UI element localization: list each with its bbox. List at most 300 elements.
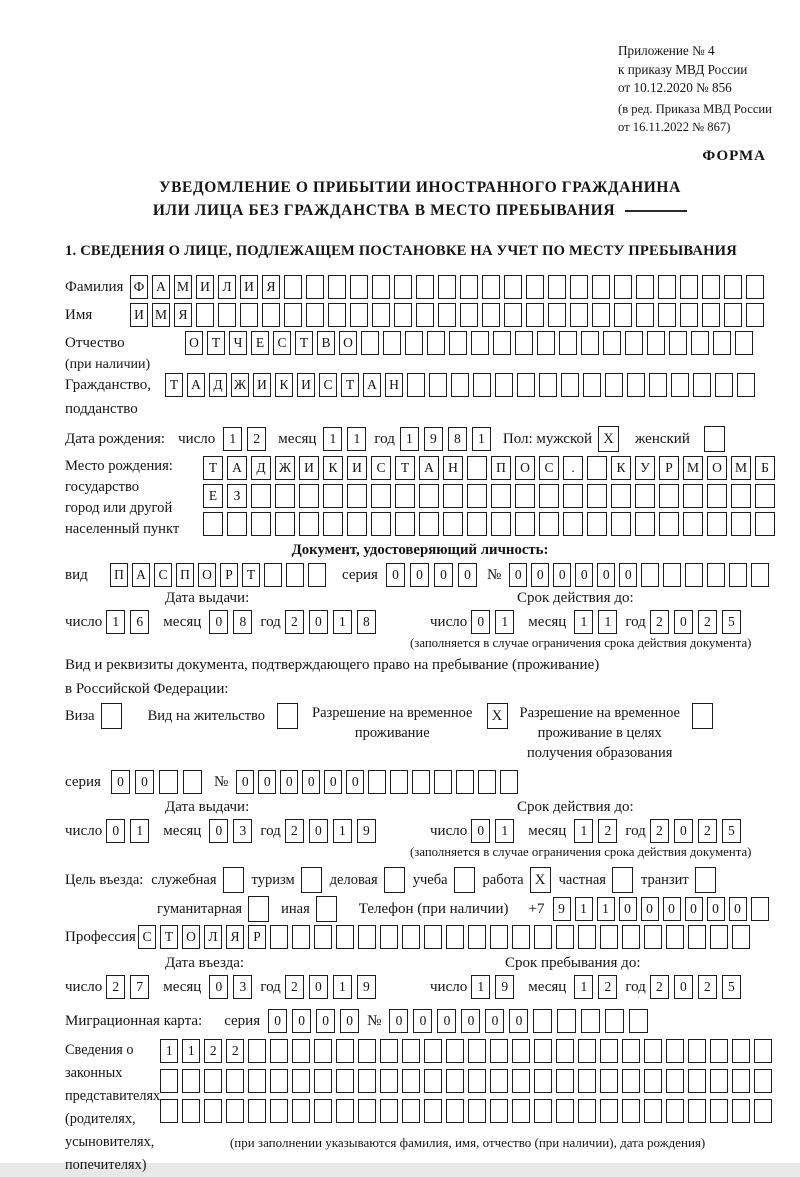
char-cell[interactable] — [715, 373, 733, 397]
char-cell[interactable]: 1 — [574, 610, 593, 634]
char-cell[interactable] — [534, 925, 552, 949]
char-cell[interactable] — [693, 373, 711, 397]
char-cell[interactable] — [424, 1039, 442, 1063]
char-cell[interactable]: Р — [659, 456, 679, 480]
checkbox-cell[interactable] — [248, 896, 269, 922]
char-cell[interactable] — [467, 456, 487, 480]
char-cell[interactable] — [284, 275, 302, 299]
char-cell[interactable] — [251, 512, 271, 536]
checkbox-cell[interactable] — [454, 867, 475, 893]
char-cell[interactable] — [622, 1069, 640, 1093]
char-cell[interactable] — [517, 373, 535, 397]
char-cell[interactable] — [710, 1099, 728, 1123]
char-cell[interactable] — [622, 925, 640, 949]
char-cell[interactable]: 1 — [333, 975, 352, 999]
char-cell[interactable]: Д — [209, 373, 227, 397]
char-cell[interactable] — [702, 303, 720, 327]
char-cell[interactable]: 6 — [130, 610, 149, 634]
char-cell[interactable] — [755, 484, 775, 508]
char-cell[interactable]: 0 — [111, 770, 130, 794]
char-cell[interactable] — [707, 563, 725, 587]
char-cell[interactable] — [416, 303, 434, 327]
char-cell[interactable] — [611, 512, 631, 536]
char-cell[interactable]: 1 — [333, 819, 352, 843]
char-cell[interactable]: 1 — [223, 427, 242, 451]
char-cell[interactable]: 0 — [663, 897, 681, 921]
char-cell[interactable] — [336, 925, 354, 949]
char-cell[interactable] — [159, 770, 178, 794]
char-cell[interactable] — [644, 925, 662, 949]
char-cell[interactable]: 2 — [598, 975, 617, 999]
char-cell[interactable] — [314, 1099, 332, 1123]
char-cell[interactable]: 0 — [106, 819, 125, 843]
char-cell[interactable] — [515, 484, 535, 508]
char-cell[interactable] — [559, 331, 577, 355]
char-cell[interactable] — [526, 303, 544, 327]
char-cell[interactable] — [275, 512, 295, 536]
char-cell[interactable]: 0 — [729, 897, 747, 921]
char-cell[interactable]: 0 — [509, 563, 527, 587]
char-cell[interactable] — [495, 373, 513, 397]
char-cell[interactable] — [270, 1069, 288, 1093]
char-cell[interactable] — [383, 331, 401, 355]
char-cell[interactable] — [371, 484, 391, 508]
char-cell[interactable]: 1 — [495, 610, 514, 634]
char-cell[interactable] — [460, 303, 478, 327]
char-cell[interactable] — [578, 1039, 596, 1063]
char-cell[interactable] — [526, 275, 544, 299]
char-cell[interactable]: И — [130, 303, 148, 327]
char-cell[interactable] — [380, 1099, 398, 1123]
char-cell[interactable] — [347, 512, 367, 536]
char-cell[interactable] — [446, 1069, 464, 1093]
char-cell[interactable] — [490, 925, 508, 949]
char-cell[interactable] — [490, 1039, 508, 1063]
char-cell[interactable]: 2 — [598, 819, 617, 843]
char-cell[interactable] — [446, 925, 464, 949]
char-cell[interactable] — [196, 303, 214, 327]
char-cell[interactable] — [424, 1099, 442, 1123]
char-cell[interactable] — [611, 484, 631, 508]
char-cell[interactable] — [446, 1039, 464, 1063]
char-cell[interactable]: 1 — [130, 819, 149, 843]
char-cell[interactable] — [710, 925, 728, 949]
checkbox-cell[interactable]: X — [487, 703, 508, 729]
char-cell[interactable]: 0 — [471, 610, 490, 634]
char-cell[interactable] — [622, 1039, 640, 1063]
char-cell[interactable] — [641, 563, 659, 587]
char-cell[interactable]: Т — [165, 373, 183, 397]
char-cell[interactable]: 0 — [346, 770, 364, 794]
char-cell[interactable] — [482, 303, 500, 327]
char-cell[interactable] — [649, 373, 667, 397]
char-cell[interactable] — [248, 1069, 266, 1093]
char-cell[interactable] — [746, 303, 764, 327]
char-cell[interactable]: С — [371, 456, 391, 480]
char-cell[interactable] — [635, 484, 655, 508]
char-cell[interactable]: Ж — [275, 456, 295, 480]
char-cell[interactable] — [622, 1099, 640, 1123]
char-cell[interactable] — [368, 770, 386, 794]
char-cell[interactable] — [592, 303, 610, 327]
char-cell[interactable] — [451, 373, 469, 397]
char-cell[interactable] — [478, 770, 496, 794]
char-cell[interactable]: Т — [207, 331, 225, 355]
char-cell[interactable] — [636, 303, 654, 327]
char-cell[interactable]: 0 — [209, 819, 228, 843]
char-cell[interactable] — [292, 925, 310, 949]
char-cell[interactable] — [183, 770, 202, 794]
char-cell[interactable]: Т — [295, 331, 313, 355]
char-cell[interactable]: 0 — [410, 563, 429, 587]
char-cell[interactable] — [539, 373, 557, 397]
char-cell[interactable]: 0 — [316, 1009, 335, 1033]
char-cell[interactable]: 0 — [509, 1009, 528, 1033]
char-cell[interactable]: 2 — [698, 610, 717, 634]
checkbox-cell[interactable] — [101, 703, 122, 729]
char-cell[interactable] — [737, 373, 755, 397]
checkbox-cell[interactable] — [384, 867, 405, 893]
char-cell[interactable]: А — [132, 563, 150, 587]
char-cell[interactable] — [556, 1069, 574, 1093]
char-cell[interactable] — [226, 1099, 244, 1123]
char-cell[interactable]: Р — [248, 925, 266, 949]
char-cell[interactable]: 0 — [309, 819, 328, 843]
char-cell[interactable] — [490, 1069, 508, 1093]
char-cell[interactable]: М — [731, 456, 751, 480]
char-cell[interactable] — [707, 512, 727, 536]
char-cell[interactable]: 8 — [357, 610, 376, 634]
char-cell[interactable] — [537, 331, 555, 355]
char-cell[interactable] — [680, 303, 698, 327]
char-cell[interactable]: 9 — [553, 897, 571, 921]
char-cell[interactable]: 0 — [619, 897, 637, 921]
char-cell[interactable]: 0 — [597, 563, 615, 587]
char-cell[interactable] — [323, 484, 343, 508]
char-cell[interactable]: 3 — [233, 975, 252, 999]
char-cell[interactable]: 0 — [531, 563, 549, 587]
char-cell[interactable] — [380, 1039, 398, 1063]
char-cell[interactable] — [746, 275, 764, 299]
char-cell[interactable] — [751, 897, 769, 921]
char-cell[interactable] — [731, 512, 751, 536]
char-cell[interactable] — [424, 1069, 442, 1093]
char-cell[interactable] — [754, 1039, 772, 1063]
char-cell[interactable] — [603, 331, 621, 355]
char-cell[interactable] — [710, 1039, 728, 1063]
char-cell[interactable]: 0 — [309, 975, 328, 999]
char-cell[interactable] — [691, 331, 709, 355]
char-cell[interactable] — [578, 925, 596, 949]
char-cell[interactable]: 1 — [333, 610, 352, 634]
char-cell[interactable] — [395, 512, 415, 536]
char-cell[interactable]: 0 — [641, 897, 659, 921]
char-cell[interactable] — [512, 1069, 530, 1093]
char-cell[interactable] — [361, 331, 379, 355]
char-cell[interactable] — [204, 1099, 222, 1123]
char-cell[interactable] — [504, 303, 522, 327]
char-cell[interactable] — [412, 770, 430, 794]
char-cell[interactable]: П — [176, 563, 194, 587]
char-cell[interactable] — [587, 484, 607, 508]
char-cell[interactable] — [614, 303, 632, 327]
char-cell[interactable]: 0 — [236, 770, 254, 794]
char-cell[interactable] — [449, 331, 467, 355]
char-cell[interactable] — [563, 484, 583, 508]
char-cell[interactable]: П — [491, 456, 511, 480]
char-cell[interactable]: 2 — [204, 1039, 222, 1063]
char-cell[interactable] — [644, 1039, 662, 1063]
char-cell[interactable]: И — [253, 373, 271, 397]
char-cell[interactable]: 8 — [233, 610, 252, 634]
char-cell[interactable] — [659, 484, 679, 508]
char-cell[interactable] — [292, 1099, 310, 1123]
char-cell[interactable] — [583, 373, 601, 397]
char-cell[interactable]: М — [683, 456, 703, 480]
char-cell[interactable] — [561, 373, 579, 397]
char-cell[interactable] — [328, 303, 346, 327]
char-cell[interactable] — [512, 1039, 530, 1063]
char-cell[interactable]: Т — [203, 456, 223, 480]
char-cell[interactable]: 0 — [324, 770, 342, 794]
char-cell[interactable] — [405, 331, 423, 355]
char-cell[interactable] — [539, 484, 559, 508]
char-cell[interactable]: М — [152, 303, 170, 327]
char-cell[interactable]: 0 — [268, 1009, 287, 1033]
char-cell[interactable]: 0 — [461, 1009, 480, 1033]
char-cell[interactable]: 0 — [209, 975, 228, 999]
char-cell[interactable]: 0 — [258, 770, 276, 794]
char-cell[interactable]: П — [110, 563, 128, 587]
char-cell[interactable]: 0 — [458, 563, 477, 587]
char-cell[interactable] — [755, 512, 775, 536]
char-cell[interactable]: 1 — [597, 897, 615, 921]
char-cell[interactable]: 0 — [437, 1009, 456, 1033]
char-cell[interactable] — [336, 1039, 354, 1063]
char-cell[interactable] — [350, 275, 368, 299]
char-cell[interactable]: Н — [385, 373, 403, 397]
char-cell[interactable] — [314, 1039, 332, 1063]
char-cell[interactable]: К — [275, 373, 293, 397]
char-cell[interactable]: С — [138, 925, 156, 949]
char-cell[interactable] — [688, 925, 706, 949]
char-cell[interactable] — [629, 1009, 648, 1033]
checkbox-cell[interactable]: X — [530, 867, 551, 893]
char-cell[interactable] — [534, 1099, 552, 1123]
char-cell[interactable] — [491, 484, 511, 508]
char-cell[interactable]: 1 — [495, 819, 514, 843]
char-cell[interactable]: 0 — [135, 770, 154, 794]
char-cell[interactable] — [490, 1099, 508, 1123]
char-cell[interactable] — [627, 373, 645, 397]
char-cell[interactable] — [407, 373, 425, 397]
char-cell[interactable] — [735, 331, 753, 355]
char-cell[interactable]: 0 — [575, 563, 593, 587]
char-cell[interactable] — [336, 1099, 354, 1123]
char-cell[interactable] — [314, 925, 332, 949]
char-cell[interactable] — [534, 1039, 552, 1063]
char-cell[interactable] — [636, 275, 654, 299]
char-cell[interactable] — [581, 331, 599, 355]
char-cell[interactable] — [600, 1039, 618, 1063]
char-cell[interactable] — [416, 275, 434, 299]
char-cell[interactable] — [468, 1069, 486, 1093]
char-cell[interactable] — [380, 925, 398, 949]
char-cell[interactable]: 0 — [434, 563, 453, 587]
char-cell[interactable] — [683, 484, 703, 508]
char-cell[interactable] — [394, 275, 412, 299]
char-cell[interactable]: Б — [755, 456, 775, 480]
char-cell[interactable]: С — [154, 563, 172, 587]
char-cell[interactable] — [468, 1099, 486, 1123]
char-cell[interactable] — [284, 303, 302, 327]
char-cell[interactable]: С — [539, 456, 559, 480]
char-cell[interactable]: С — [319, 373, 337, 397]
char-cell[interactable] — [557, 1009, 576, 1033]
char-cell[interactable] — [600, 925, 618, 949]
char-cell[interactable]: 0 — [340, 1009, 359, 1033]
char-cell[interactable]: К — [323, 456, 343, 480]
char-cell[interactable] — [358, 925, 376, 949]
char-cell[interactable] — [427, 331, 445, 355]
char-cell[interactable]: М — [174, 275, 192, 299]
char-cell[interactable]: 8 — [448, 427, 467, 451]
char-cell[interactable]: А — [227, 456, 247, 480]
char-cell[interactable] — [270, 1099, 288, 1123]
checkbox-cell[interactable] — [223, 867, 244, 893]
char-cell[interactable] — [644, 1069, 662, 1093]
char-cell[interactable] — [600, 1099, 618, 1123]
char-cell[interactable]: 0 — [553, 563, 571, 587]
char-cell[interactable] — [614, 275, 632, 299]
char-cell[interactable] — [380, 1069, 398, 1093]
char-cell[interactable] — [275, 484, 295, 508]
char-cell[interactable] — [182, 1069, 200, 1093]
char-cell[interactable] — [666, 925, 684, 949]
char-cell[interactable] — [473, 373, 491, 397]
char-cell[interactable] — [292, 1039, 310, 1063]
char-cell[interactable]: О — [198, 563, 216, 587]
char-cell[interactable] — [314, 1069, 332, 1093]
char-cell[interactable] — [724, 303, 742, 327]
char-cell[interactable] — [306, 275, 324, 299]
char-cell[interactable]: Л — [218, 275, 236, 299]
char-cell[interactable]: Ч — [229, 331, 247, 355]
char-cell[interactable] — [471, 331, 489, 355]
char-cell[interactable]: 2 — [285, 975, 304, 999]
char-cell[interactable] — [707, 484, 727, 508]
char-cell[interactable] — [534, 1069, 552, 1093]
char-cell[interactable] — [587, 456, 607, 480]
char-cell[interactable] — [262, 303, 280, 327]
char-cell[interactable]: Я — [262, 275, 280, 299]
char-cell[interactable] — [336, 1069, 354, 1093]
char-cell[interactable]: 0 — [386, 563, 405, 587]
char-cell[interactable] — [751, 563, 769, 587]
checkbox-cell[interactable] — [612, 867, 633, 893]
char-cell[interactable] — [635, 512, 655, 536]
char-cell[interactable] — [658, 303, 676, 327]
char-cell[interactable] — [350, 303, 368, 327]
char-cell[interactable]: И — [240, 275, 258, 299]
char-cell[interactable] — [248, 1099, 266, 1123]
char-cell[interactable] — [240, 303, 258, 327]
char-cell[interactable] — [548, 303, 566, 327]
char-cell[interactable]: 2 — [698, 819, 717, 843]
char-cell[interactable]: Т — [160, 925, 178, 949]
char-cell[interactable] — [270, 925, 288, 949]
char-cell[interactable]: И — [299, 456, 319, 480]
char-cell[interactable] — [292, 1069, 310, 1093]
char-cell[interactable] — [663, 563, 681, 587]
char-cell[interactable]: Р — [220, 563, 238, 587]
char-cell[interactable] — [710, 1069, 728, 1093]
char-cell[interactable] — [647, 331, 665, 355]
char-cell[interactable] — [434, 770, 452, 794]
char-cell[interactable] — [371, 512, 391, 536]
char-cell[interactable] — [456, 770, 474, 794]
char-cell[interactable]: Я — [226, 925, 244, 949]
char-cell[interactable]: 1 — [574, 819, 593, 843]
char-cell[interactable] — [402, 1069, 420, 1093]
char-cell[interactable] — [592, 275, 610, 299]
char-cell[interactable]: 2 — [650, 975, 669, 999]
char-cell[interactable] — [724, 275, 742, 299]
char-cell[interactable] — [160, 1069, 178, 1093]
char-cell[interactable]: 0 — [292, 1009, 311, 1033]
char-cell[interactable]: С — [273, 331, 291, 355]
char-cell[interactable]: 1 — [598, 610, 617, 634]
char-cell[interactable]: 0 — [209, 610, 228, 634]
char-cell[interactable] — [729, 563, 747, 587]
char-cell[interactable] — [512, 1099, 530, 1123]
char-cell[interactable]: Т — [395, 456, 415, 480]
char-cell[interactable]: З — [227, 484, 247, 508]
char-cell[interactable]: 9 — [357, 975, 376, 999]
char-cell[interactable] — [666, 1069, 684, 1093]
char-cell[interactable]: О — [185, 331, 203, 355]
checkbox-cell[interactable] — [277, 703, 298, 729]
char-cell[interactable] — [306, 303, 324, 327]
char-cell[interactable] — [286, 563, 304, 587]
char-cell[interactable] — [556, 925, 574, 949]
char-cell[interactable]: В — [317, 331, 335, 355]
char-cell[interactable] — [438, 303, 456, 327]
char-cell[interactable] — [685, 563, 703, 587]
char-cell[interactable] — [713, 331, 731, 355]
char-cell[interactable]: 1 — [472, 427, 491, 451]
checkbox-cell[interactable] — [692, 703, 713, 729]
char-cell[interactable]: 1 — [347, 427, 366, 451]
char-cell[interactable] — [688, 1039, 706, 1063]
char-cell[interactable]: Т — [341, 373, 359, 397]
char-cell[interactable]: 1 — [471, 975, 490, 999]
checkbox-cell[interactable] — [316, 896, 337, 922]
char-cell[interactable]: 0 — [674, 819, 693, 843]
char-cell[interactable] — [419, 484, 439, 508]
char-cell[interactable]: О — [182, 925, 200, 949]
char-cell[interactable]: А — [363, 373, 381, 397]
char-cell[interactable] — [328, 275, 346, 299]
char-cell[interactable] — [491, 512, 511, 536]
char-cell[interactable] — [203, 512, 223, 536]
char-cell[interactable] — [533, 1009, 552, 1033]
char-cell[interactable]: И — [297, 373, 315, 397]
char-cell[interactable] — [402, 1039, 420, 1063]
char-cell[interactable]: 5 — [722, 975, 741, 999]
char-cell[interactable]: Е — [203, 484, 223, 508]
char-cell[interactable] — [556, 1099, 574, 1123]
